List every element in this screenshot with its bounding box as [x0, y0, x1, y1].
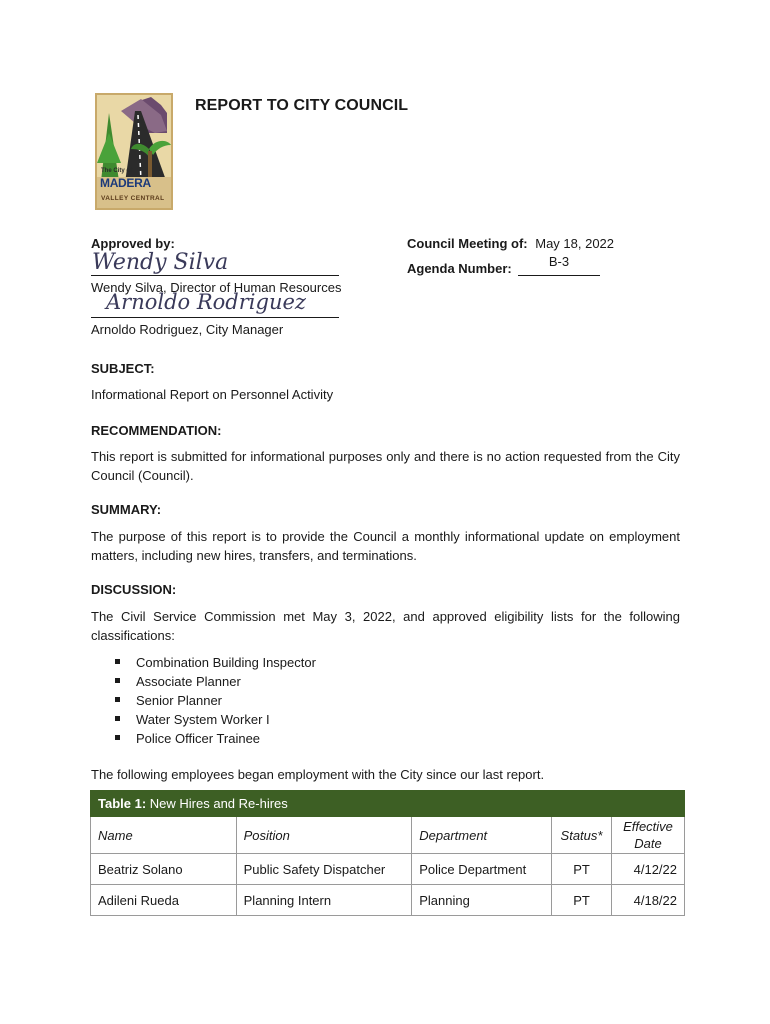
subject-heading: SUBJECT:	[91, 361, 155, 376]
list-item: Senior Planner	[91, 691, 680, 710]
col-header-position: Position	[236, 817, 412, 854]
discussion-heading: DISCUSSION:	[91, 582, 177, 597]
cell-status: PT	[552, 885, 612, 916]
table-row	[91, 885, 685, 916]
logo-city-name: MADERA	[100, 176, 151, 190]
list-item: Police Officer Trainee	[91, 729, 680, 748]
list-item: Associate Planner	[91, 672, 680, 691]
table-caption-label: Table 1:	[98, 796, 147, 811]
report-title: REPORT TO CITY COUNCIL	[195, 97, 409, 114]
meeting-label: Council Meeting of:	[407, 236, 528, 251]
signature-2: Arnoldo Rodriguez	[106, 290, 306, 314]
approved-by-label: Approved by:	[91, 236, 175, 251]
agenda-number-field	[518, 254, 600, 276]
meeting-info	[407, 236, 614, 251]
list-item: Combination Building Inspector	[91, 653, 680, 672]
madera-logo-graphic	[95, 93, 173, 210]
recommendation-text: This report is submitted for informational purposes only and there is no action requested from the City Council (Council).	[91, 449, 680, 483]
cell-department: Planning	[412, 885, 552, 916]
signer-1: Wendy Silva, Director of Human Resources	[91, 280, 342, 295]
city-logo	[95, 93, 173, 210]
signature-1: Wendy Silva	[92, 250, 229, 275]
col-header-status: Status*	[552, 817, 612, 854]
logo-city-small: The City of	[101, 168, 132, 174]
agenda-label: Agenda Number:	[407, 261, 512, 276]
table-row	[91, 854, 685, 885]
cell-status: PT	[552, 854, 612, 885]
table-caption-title: New Hires and Re-hires	[146, 796, 288, 811]
list-item: Water System Worker I	[91, 710, 680, 729]
table-caption-row	[91, 791, 685, 817]
meeting-date: May 18, 2022	[535, 236, 615, 251]
cell-position: Public Safety Dispatcher	[236, 854, 412, 885]
cell-date: 4/12/22	[612, 854, 685, 885]
table-intro: The following employees began employment with the City since our last report.	[91, 767, 545, 782]
summary-text: The purpose of this report is to provide the Council a monthly informational update on employment matters, including new hires, transfers, and terminations.	[91, 529, 680, 563]
new-hires-table	[90, 790, 685, 916]
cell-name: Adileni Rueda	[91, 885, 237, 916]
col-header-date-line1: Effective	[623, 819, 673, 834]
logo-tagline: VALLEY CENTRAL	[101, 195, 165, 202]
table-header-row	[91, 817, 685, 854]
summary-heading: SUMMARY:	[91, 502, 162, 517]
classification-list	[91, 653, 680, 748]
agenda-number: B-3	[548, 254, 570, 269]
table-caption	[91, 791, 685, 817]
cell-position: Planning Intern	[236, 885, 412, 916]
subject-text: Informational Report on Personnel Activity	[91, 387, 334, 402]
cell-department: Police Department	[412, 854, 552, 885]
cell-name: Beatriz Solano	[91, 854, 237, 885]
col-header-date-line2: Date	[634, 836, 662, 851]
discussion-text: The Civil Service Commission met May 3, 2022, and approved eligibility lists for the following classifications:	[91, 609, 680, 643]
col-header-department: Department	[412, 817, 552, 854]
cell-date: 4/18/22	[612, 885, 685, 916]
col-header-name: Name	[91, 817, 237, 854]
signer-2: Arnoldo Rodriguez, City Manager	[91, 322, 284, 337]
recommendation-heading: RECOMMENDATION:	[91, 423, 222, 438]
col-header-effective-date	[612, 817, 685, 854]
